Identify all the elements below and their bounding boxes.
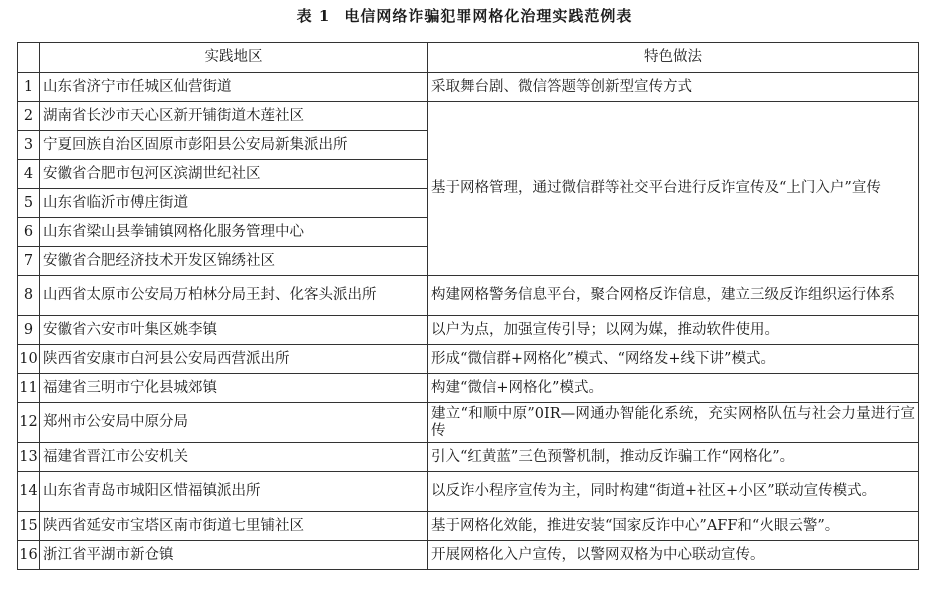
row-method: 引入“红黄蓝”三色预警机制，推动反诈骗工作“网格化”。 [428, 443, 919, 472]
row-index: 5 [18, 189, 40, 218]
row-index: 8 [18, 276, 40, 316]
row-place: 山东省临沂市傅庄街道 [40, 189, 428, 218]
row-place: 陕西省延安市宝塔区南市街道七里铺社区 [40, 512, 428, 541]
row-index: 6 [18, 218, 40, 247]
row-method: 构建“微信+网格化”模式。 [428, 374, 919, 403]
row-method-merged: 基于网格管理，通过微信群等社交平台进行反诈宣传及“上门入户”宣传 [428, 102, 919, 276]
row-place: 宁夏回族自治区固原市彭阳县公安局新集派出所 [40, 131, 428, 160]
table-number: 表 1 [296, 7, 331, 25]
row-method: 构建网格警务信息平台，聚合网格反诈信息，建立三级反诈组织运行体系 [428, 276, 919, 316]
row-method: 以户为点，加强宣传引导；以网为媒，推动软件使用。 [428, 316, 919, 345]
table-row [18, 512, 919, 541]
row-index: 9 [18, 316, 40, 345]
row-index: 10 [18, 345, 40, 374]
table-row [18, 403, 919, 443]
row-index: 4 [18, 160, 40, 189]
table-row [18, 541, 919, 570]
row-place: 安徽省合肥市包河区滨湖世纪社区 [40, 160, 428, 189]
table-row [18, 276, 919, 316]
row-place: 郑州市公安局中原分局 [40, 403, 428, 443]
row-place: 山西省太原市公安局万柏林分局王封、化客头派出所 [40, 276, 428, 316]
table-row [18, 472, 919, 512]
table-row [18, 73, 919, 102]
row-index: 13 [18, 443, 40, 472]
row-index: 7 [18, 247, 40, 276]
row-index: 16 [18, 541, 40, 570]
row-place: 湖南省长沙市天心区新开铺街道木莲社区 [40, 102, 428, 131]
row-method: 基于网格化效能，推进安装“国家反诈中心”AFF和“火眼云警”。 [428, 512, 919, 541]
row-index: 12 [18, 403, 40, 443]
table-row [18, 102, 919, 131]
table-row [18, 345, 919, 374]
table-row [18, 443, 919, 472]
row-method: 形成“微信群+网格化”模式、“网络发+线下讲”模式。 [428, 345, 919, 374]
row-place: 浙江省平湖市新仓镇 [40, 541, 428, 570]
header-method: 特色做法 [428, 43, 919, 73]
row-method: 开展网格化入户宣传，以警网双格为中心联动宣传。 [428, 541, 919, 570]
table-title: 电信网络诈骗犯罪网格化治理实践范例表 [344, 7, 633, 25]
row-index: 1 [18, 73, 40, 102]
table-row [18, 374, 919, 403]
practice-table [17, 42, 919, 570]
row-method: 采取舞台剧、微信答题等创新型宣传方式 [428, 73, 919, 102]
row-index: 2 [18, 102, 40, 131]
row-method: 建立“和顺中原”0IR—网通办智能化系统，充实网格队伍与社会力量进行宣传 [428, 403, 919, 443]
row-index: 15 [18, 512, 40, 541]
row-place: 福建省三明市宁化县城郊镇 [40, 374, 428, 403]
row-place: 安徽省合肥经济技术开发区锦绣社区 [40, 247, 428, 276]
table-caption [0, 5, 929, 26]
row-place: 山东省梁山县拳铺镇网格化服务管理中心 [40, 218, 428, 247]
row-index: 3 [18, 131, 40, 160]
header-row [18, 43, 919, 73]
row-place: 山东省青岛市城阳区惜福镇派出所 [40, 472, 428, 512]
row-index: 14 [18, 472, 40, 512]
row-index: 11 [18, 374, 40, 403]
header-index [18, 43, 40, 73]
row-place: 山东省济宁市任城区仙营街道 [40, 73, 428, 102]
row-place: 福建省晋江市公安机关 [40, 443, 428, 472]
table-row [18, 316, 919, 345]
row-place: 安徽省六安市叶集区姚李镇 [40, 316, 428, 345]
header-place: 实践地区 [40, 43, 428, 73]
row-method: 以反诈小程序宣传为主，同时构建“街道+社区+小区”联动宣传模式。 [428, 472, 919, 512]
row-place: 陕西省安康市白河县公安局西营派出所 [40, 345, 428, 374]
